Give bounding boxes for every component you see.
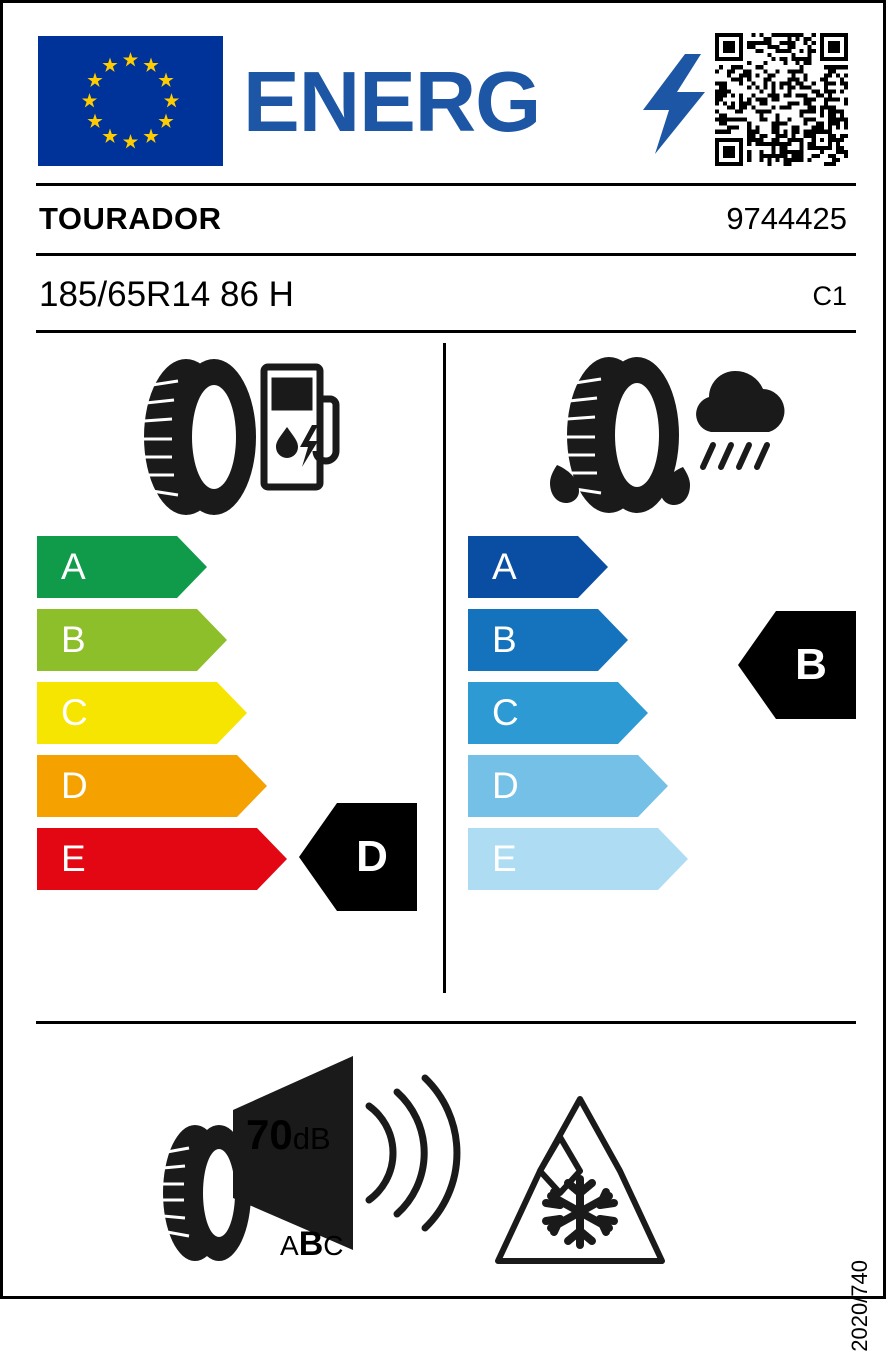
tyre-class: C1 — [812, 281, 847, 311]
grade-row-wet-A — [468, 536, 858, 598]
grade-letter: D — [61, 765, 88, 806]
wet-grip-rating-value: B — [795, 640, 827, 689]
grade-row-fuel-A — [37, 536, 427, 598]
grade-row-fuel-C — [37, 682, 427, 744]
grade-letter: A — [492, 546, 517, 587]
grade-row-wet-D — [468, 755, 858, 817]
tyre-fuel-pump-icon — [128, 355, 333, 525]
energy-wordmark — [243, 48, 703, 158]
noise-value — [246, 1111, 331, 1159]
grade-letter: D — [492, 765, 519, 806]
eu-flag-icon — [38, 36, 223, 166]
noise-class-c: C — [323, 1230, 344, 1261]
wet-grip-rating-marker — [738, 611, 856, 719]
qr-code-icon — [715, 33, 848, 166]
serial-number: 9744425 — [726, 201, 847, 236]
noise-unit: dB — [292, 1121, 331, 1156]
noise-class-scale — [280, 1225, 343, 1264]
brand-name: TOURADOR — [39, 201, 222, 236]
grade-row-fuel-B — [37, 609, 427, 671]
grade-letter: C — [61, 692, 88, 733]
divider-size — [36, 330, 856, 333]
noise-class-a: A — [280, 1230, 299, 1261]
grade-row-wet-E — [468, 828, 858, 890]
divider-header — [36, 183, 856, 186]
energy-wordmark-text: ENERG — [243, 55, 541, 150]
divider-brand — [36, 253, 856, 256]
grade-letter: E — [492, 838, 517, 879]
tyre-rain-cloud-icon — [541, 355, 791, 525]
grade-letter: B — [61, 619, 86, 660]
lightning-bolt-icon — [633, 54, 713, 159]
three-peak-mountain-snowflake-icon — [490, 1093, 670, 1273]
grade-letter: B — [492, 619, 517, 660]
fuel-efficiency-rating-marker — [299, 803, 417, 911]
label-header — [3, 3, 883, 183]
noise-class-b: B — [298, 1225, 324, 1263]
grade-letter: E — [61, 838, 86, 879]
tyre-size: 185/65R14 86 H — [39, 275, 294, 314]
grade-letter: C — [492, 692, 519, 733]
regulation-reference: 2020/740 — [847, 1260, 872, 1352]
grade-letter: A — [61, 546, 86, 587]
divider-noise — [36, 1021, 856, 1024]
divider-vertical — [443, 343, 446, 993]
fuel-efficiency-rating-value: D — [356, 832, 388, 881]
noise-decibels: 70 — [246, 1111, 293, 1158]
